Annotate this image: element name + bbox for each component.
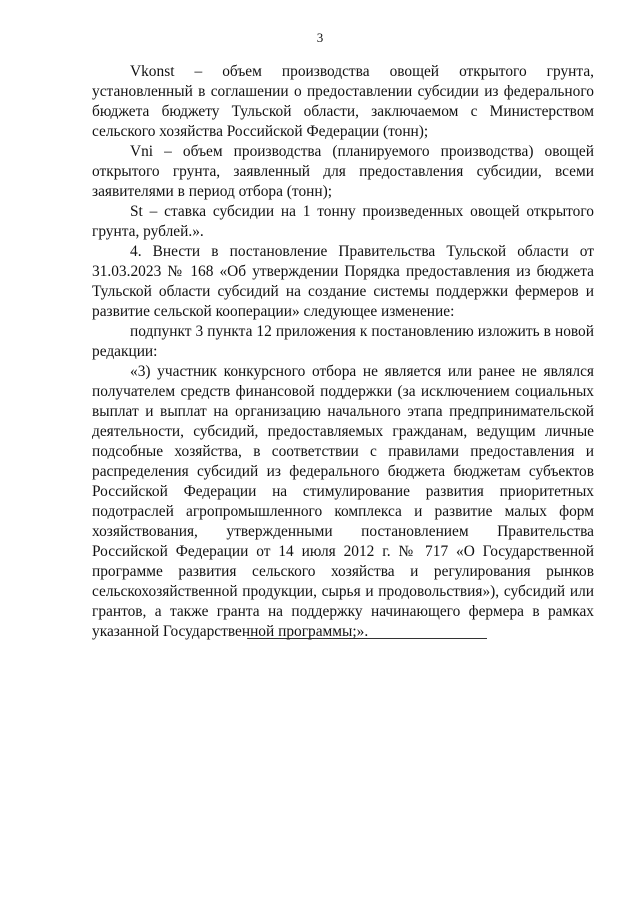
paragraph-new-wording-intro: подпункт 3 пункта 12 приложения к постановлению изложить в новой редакции: xyxy=(92,323,594,360)
document-body xyxy=(92,62,594,642)
paragraph-amendment-4: 4. Внести в постановление Правительства Тульской области от 31.03.2023 № 168 «Об утверждении Порядка предоставления из бюджета Тульской области субсидий на создание системы поддержки фермеров и развитие сельской кооперации» следующее изменение: xyxy=(92,243,594,320)
end-divider-line xyxy=(247,638,487,639)
paragraph-st-definition: St – ставка субсидии на 1 тонну произведенных овощей открытого грунта, рублей.». xyxy=(92,203,594,240)
paragraph-subparagraph-3: «3) участник конкурсного отбора не является или ранее не являлся получателем средств финансовой поддержки (за исключением социальных выплат и выплат на организацию начального этапа предпринимательской деятельности, субсидий, предоставляемых гражданам, ведущим личные подсобные хозяйства, в соответствии с правилами предоставления и распределения субсидий из федерального бюджета бюджетам субъектов Российской Федерации на стимулирование развития приоритетных подотраслей агропромышленного комплекса и развитие малых форм хозяйствования, утвержденными постановлением Правительства Российской Федерации от 14 июля 2012 г. № 717 «О Государственной программе развития сельского хозяйства и регулирования рынков сельскохозяйственной продукции, сырья и продовольствия»), субсидий или грантов, а также гранта на поддержку начинающего фермера в рамках указанной Государственной программы;». xyxy=(92,363,594,640)
page-number: 3 xyxy=(316,30,324,45)
paragraph-vni-definition: Vni – объем производства (планируемого производства) овощей открытого грунта, заявленный для предоставления субсидии, всеми заявителями в период отбора (тонн); xyxy=(92,143,594,200)
paragraph-vkonst-definition: Vkonst – объем производства овощей открытого грунта, установленный в соглашении о предоставлении субсидии из федерального бюджета бюджету Тульской области, заключаемом с Министерством сельского хозяйства Российской Федерации (тонн); xyxy=(92,63,594,140)
